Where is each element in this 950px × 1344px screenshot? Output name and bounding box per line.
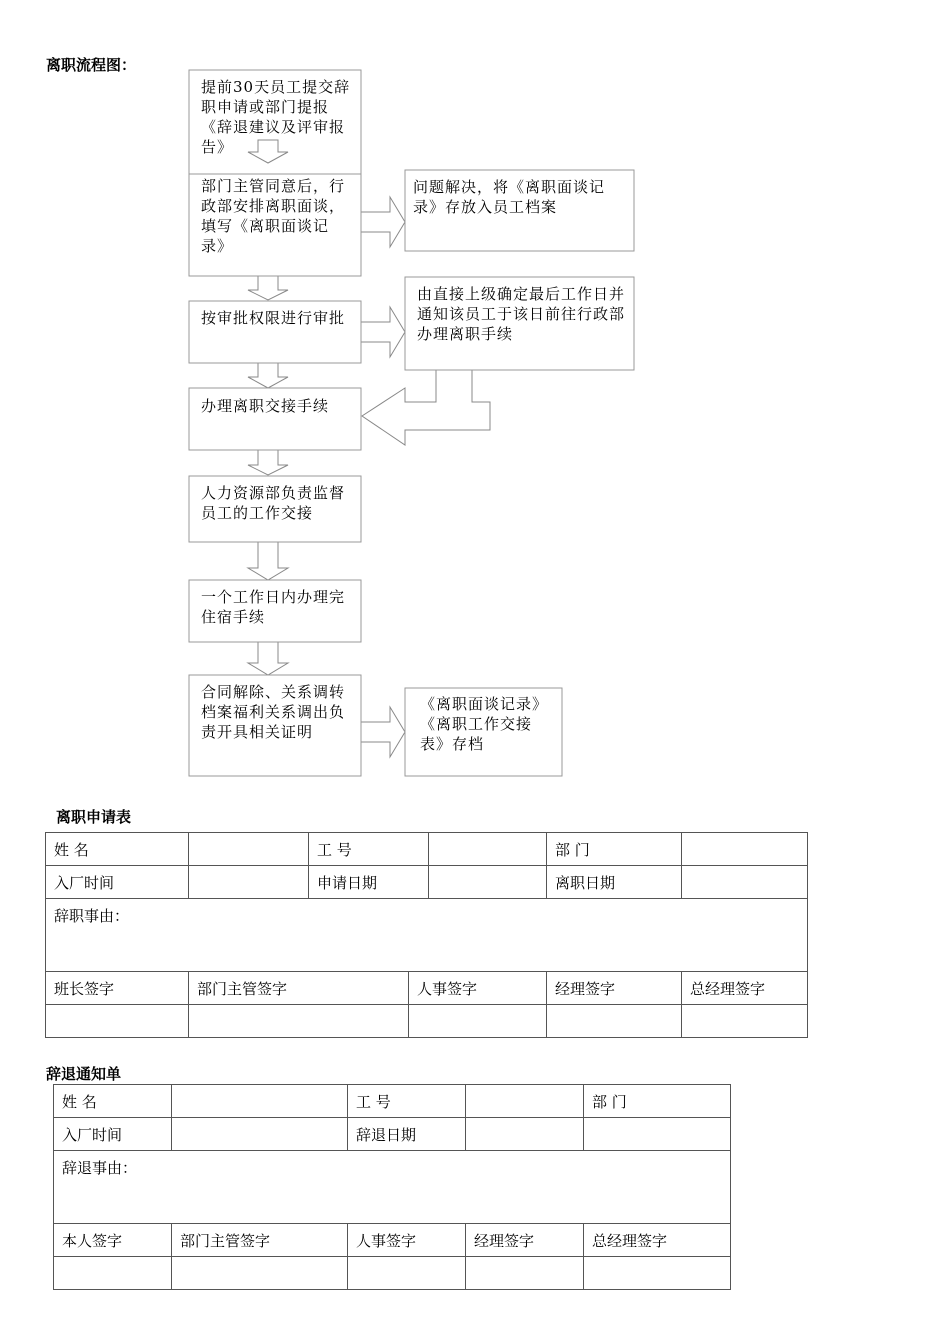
sign-cell-2[interactable] (172, 1257, 348, 1290)
value-extra[interactable] (584, 1118, 731, 1151)
side-step-3: 《离职面谈记录》《离职工作交接表》存档 (420, 695, 549, 753)
sign-label-2: 部门主管签字 (189, 972, 409, 1005)
flow-step-3: 按审批权限进行审批 (201, 309, 346, 327)
label-leave-date: 离职日期 (547, 866, 682, 899)
sign-cell-1[interactable] (54, 1257, 172, 1290)
value-entry-date[interactable] (189, 866, 309, 899)
right-arrow-3 (361, 707, 405, 757)
flow-step-7: 合同解除、关系调转档案福利关系调出负责开具相关证明 (201, 683, 346, 741)
sign-label-5: 总经理签字 (682, 972, 808, 1005)
value-id[interactable] (429, 833, 547, 866)
sign-cell-4[interactable] (547, 1005, 682, 1038)
bent-arrow (362, 370, 490, 445)
label-dept: 部 门 (547, 833, 682, 866)
label-id: 工 号 (348, 1085, 466, 1118)
value-entry-date[interactable] (172, 1118, 348, 1151)
sign-cell-1[interactable] (46, 1005, 189, 1038)
down-arrow-4 (248, 450, 288, 475)
flow-step-2: 部门主管同意后，行政部安排离职面谈，填写《离职面谈记录》 (201, 176, 353, 256)
dismiss-reason[interactable]: 辞退事由： (54, 1151, 731, 1224)
value-dismiss-date[interactable] (466, 1118, 584, 1151)
value-name[interactable] (189, 833, 309, 866)
sign-label-5: 总经理签字 (584, 1224, 731, 1257)
sign-label-4: 经理签字 (547, 972, 682, 1005)
label-name: 姓 名 (46, 833, 189, 866)
label-apply-date: 申请日期 (309, 866, 429, 899)
down-arrow-5 (248, 542, 288, 580)
sign-label-2: 部门主管签字 (172, 1224, 348, 1257)
value-name[interactable] (172, 1085, 348, 1118)
down-arrow-2 (248, 276, 288, 300)
down-arrow-6 (248, 642, 288, 675)
sign-label-1: 本人签字 (54, 1224, 172, 1257)
value-leave-date[interactable] (682, 866, 808, 899)
sign-cell-5[interactable] (584, 1257, 731, 1290)
sign-label-4: 经理签字 (466, 1224, 584, 1257)
value-id[interactable] (466, 1085, 584, 1118)
resign-form-table (45, 832, 808, 1038)
label-entry-date: 入厂时间 (54, 1118, 172, 1151)
label-dept: 部 门 (584, 1085, 731, 1118)
sign-label-3: 人事签字 (409, 972, 547, 1005)
value-apply-date[interactable] (429, 866, 547, 899)
label-id: 工 号 (309, 833, 429, 866)
side-step-1: 问题解决，将《离职面谈记录》存放入员工档案 (413, 178, 606, 216)
value-dept[interactable] (682, 833, 808, 866)
sign-label-1: 班长签字 (46, 972, 189, 1005)
down-arrow-3 (248, 363, 288, 388)
flow-step-4: 办理离职交接手续 (201, 397, 330, 415)
flow-step-6: 一个工作日内办理完住宿手续 (201, 588, 346, 626)
flow-step-1: 提前30天员工提交辞职申请或部门提报《辞退建议及评审报告》 (201, 78, 351, 156)
sign-cell-5[interactable] (682, 1005, 808, 1038)
sign-cell-2[interactable] (189, 1005, 409, 1038)
right-arrow-1 (361, 197, 405, 247)
flowchart-title: 离职流程图： (46, 56, 137, 74)
side-step-2: 由直接上级确定最后工作日并通知该员工于该日前往行政部办理离职手续 (417, 285, 626, 343)
dismiss-form-title: 辞退通知单 (46, 1065, 122, 1083)
sign-cell-3[interactable] (348, 1257, 466, 1290)
flow-step-5: 人力资源部负责监督员工的工作交接 (201, 484, 346, 522)
sign-cell-3[interactable] (409, 1005, 547, 1038)
label-entry-date: 入厂时间 (46, 866, 189, 899)
resign-form-title: 离职申请表 (56, 808, 132, 826)
resign-reason[interactable]: 辞职事由： (46, 899, 808, 972)
sign-label-3: 人事签字 (348, 1224, 466, 1257)
label-dismiss-date: 辞退日期 (348, 1118, 466, 1151)
right-arrow-2 (361, 307, 405, 357)
dismiss-form-table (53, 1084, 731, 1290)
label-name: 姓 名 (54, 1085, 172, 1118)
sign-cell-4[interactable] (466, 1257, 584, 1290)
